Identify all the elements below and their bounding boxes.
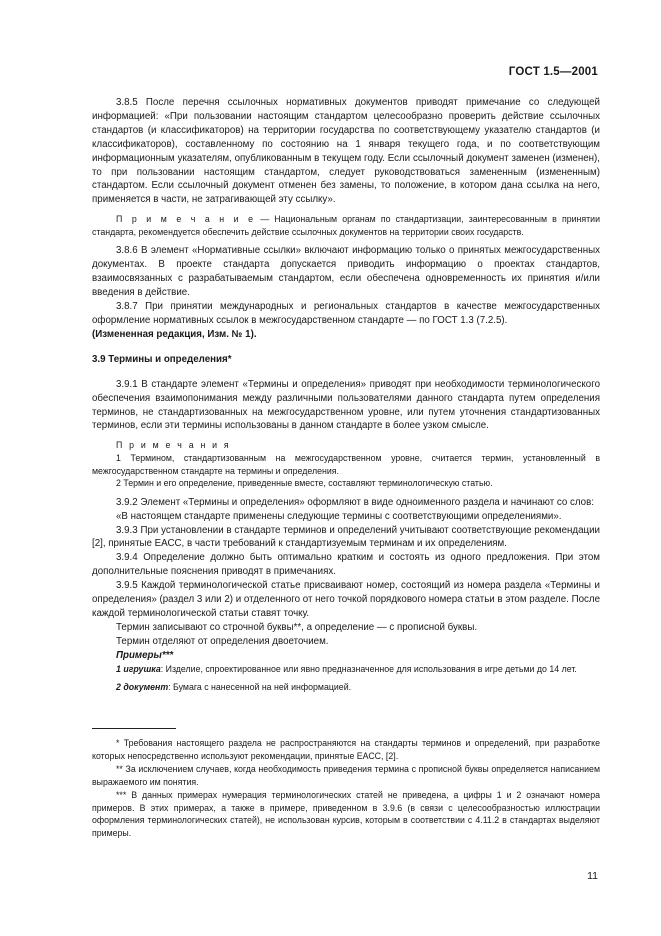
note-label: П р и м е ч а н и е	[116, 214, 256, 225]
paragraph-3-9-5: 3.9.5 Каждой терминологической статье присваивают номер, состоящий из номера раздела «Термины и определения» (раздел 3 или 2) и отделенного от него точкой порядкового номера статьи в этом разделе. После каждой терминологической статьи ставят точку.	[92, 580, 600, 619]
example-2-term: 2 документ	[116, 682, 169, 693]
main-content	[92, 96, 600, 694]
example-1-definition: : Изделие, спроектированное или явно предназначенное для использования в игре детьми до 14 лет.	[160, 663, 577, 674]
footnote-3: *** В данных примерах нумерация терминологических статей не приведена, а цифры 1 и 2 означают номера примеров. В этих примерах, а также в примере, приведенном в 3.9.6 (в связи с целесообразностью иллюстрации оформления терминологических статей), не использован курсив, которым в соответствии с 4.11.2 в стандартах выделяют примеры.	[92, 789, 600, 839]
note-text: — Национальным органам по стандартизации, заинтересованным в принятии стандарта, рекомендуется обеспечить действие ссылочных документов на территории своих государств.	[92, 214, 600, 237]
note-item-1: 1 Термином, стандартизованным на межгосударственном уровне, считается термин, установленный в межгосударственном стандарте на термины и определения.	[92, 452, 600, 476]
note-paragraph	[92, 213, 600, 238]
note-item-2: 2 Термин и его определение, приведенные вместе, составляют терминологическую статью.	[116, 478, 493, 489]
quote-paragraph: «В настоящем стандарте применены следующие термины с соответствующими определениями».	[116, 510, 562, 522]
paragraph-colon-rule: Термин отделяют от определения двоеточием.	[116, 635, 329, 647]
example-1	[92, 663, 600, 676]
amendment-note: (Измененная редакция, Изм. № 1).	[92, 328, 257, 340]
footnotes	[92, 728, 600, 840]
paragraph-3-9-1: 3.9.1 В стандарте элемент «Термины и определения» приводят при необходимости терминологического обеспечения взаимопонимания между различными пользователями данного стандарта путем определения терминов, не стандартизованных на межгосударственном уровне, или путем уточнения стандартизованных терминов, если эти термины использованы в данном стандарте в более узком смысле.	[92, 378, 600, 432]
footnote-2: ** За исключением случаев, когда необходимость приведения термина с прописной буквы определяется написанием выражаемого им понятия.	[92, 763, 600, 787]
paragraph-3-9-2: 3.9.2 Элемент «Термины и определения» оформляют в виде одноименного раздела и начинают со слов:	[116, 496, 594, 508]
example-2	[92, 681, 600, 694]
page-number: 11	[587, 870, 598, 882]
example-2-definition: : Бумага с нанесенной на ней информацией.	[168, 682, 352, 693]
example-1-term: 1 игрушка	[116, 663, 161, 674]
paragraph-3-8-5: 3.8.5 После перечня ссылочных нормативных документов приводят примечание со следующей информацией: «При пользовании настоящим стандартом целесообразно проверить действие ссылочных стандартов (и классификаторов) на территории государства по соответствующему указателю стандартов (и классификаторов), составленному по состоянию на 1 января текущего года, и по соответствующим информационным указателям, опубликованным в текущем году. Если ссылочный документ заменен (изменен), то при пользовании настоящим стандартом, следует руководствоваться замененным (измененным) стандартом. Если ссылочный документ отменен без замены, то положение, в котором дана ссылка на него, применяется в части, не затрагивающей эту ссылку».	[92, 97, 600, 206]
paragraph-3-9-4: 3.9.4 Определение должно быть оптимально кратким и состоять из одного предложения. При этом дополнительные пояснения приводят в примечаниях.	[92, 552, 600, 578]
notes-label: П р и м е ч а н и я	[116, 440, 231, 451]
paragraph-lowercase-rule: Термин записывают со строчной буквы**, а определение — с прописной буквы.	[116, 621, 478, 633]
section-title: 3.9 Термины и определения*	[92, 353, 232, 365]
footnote-divider	[92, 728, 176, 729]
footnote-1: * Требования настоящего раздела не распространяются на стандарты терминов и определений, при разработке которых непосредственно используют рекомендации, принятые ЕАСС, [2].	[92, 738, 600, 761]
document-code-header: ГОСТ 1.5—2001	[508, 66, 598, 78]
paragraph-3-8-7: 3.8.7 При принятии международных и региональных стандартов в качестве межгосударственных оформление нормативных ссылок в межгосударственном стандарте — по ГОСТ 1.3 (7.2.5).	[92, 301, 600, 326]
paragraph-3-8-6: 3.8.6 В элемент «Нормативные ссылки» включают информацию только о принятых межгосударственных документах. В проекте стандарта допускается приводить информацию о проектах стандартов, взаимосвязанных с разрабатываемым стандартом, если обеспечена одновременность их принятия и/или введения в действие.	[92, 245, 600, 299]
examples-label: Примеры***	[116, 649, 174, 661]
paragraph-3-9-3: 3.9.3 При установлении в стандарте терминов и определений учитывают соответствующие рекомендации [2], принятые ЕАСС, в части требований к стандартизуемым терминам и их определениям.	[92, 524, 600, 550]
